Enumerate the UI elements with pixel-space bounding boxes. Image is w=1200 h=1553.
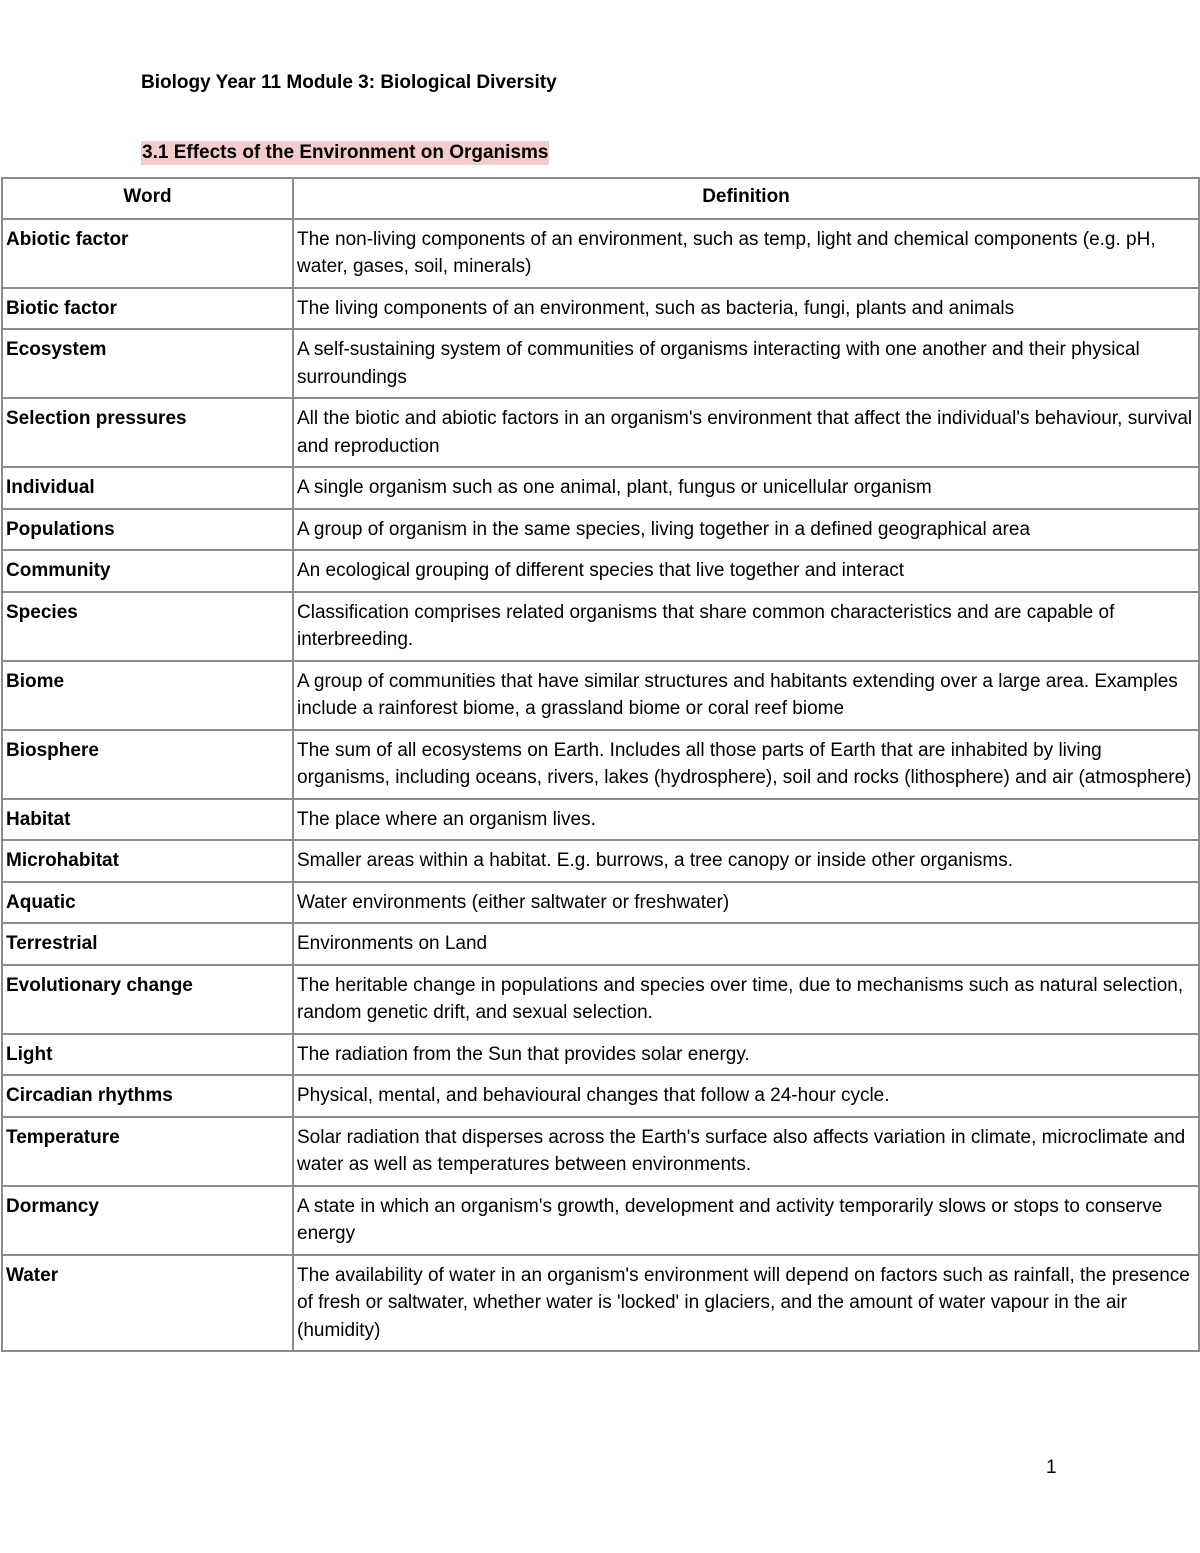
definition-cell: Physical, mental, and behavioural changes that follow a 24-hour cycle. — [293, 1075, 1199, 1117]
term-cell: Habitat — [2, 799, 293, 841]
page-number: 1 — [1046, 1457, 1057, 1478]
definition-cell: The heritable change in populations and species over time, due to mechanisms such as natural selection, random genetic drift, and sexual selection. — [293, 965, 1199, 1034]
term-cell: Circadian rhythms — [2, 1075, 293, 1117]
definition-cell: Environments on Land — [293, 923, 1199, 965]
term-cell: Individual — [2, 467, 293, 509]
term-cell: Terrestrial — [2, 923, 293, 965]
term-cell: Biome — [2, 661, 293, 730]
term-cell: Selection pressures — [2, 398, 293, 467]
table-row — [2, 509, 1199, 551]
definition-cell: A single organism such as one animal, plant, fungus or unicellular organism — [293, 467, 1199, 509]
definition-cell: Solar radiation that disperses across the Earth's surface also affects variation in climate, microclimate and water as well as temperatures between environments. — [293, 1117, 1199, 1186]
term-cell: Microhabitat — [2, 840, 293, 882]
definition-cell: The place where an organism lives. — [293, 799, 1199, 841]
table-row — [2, 661, 1199, 730]
term-cell: Species — [2, 592, 293, 661]
table-row — [2, 1075, 1199, 1117]
table-row — [2, 329, 1199, 398]
table-row — [2, 799, 1199, 841]
term-cell: Biosphere — [2, 730, 293, 799]
definition-cell: The non-living components of an environment, such as temp, light and chemical components (e.g. pH, water, gases, soil, minerals) — [293, 219, 1199, 288]
table-row — [2, 550, 1199, 592]
definition-cell: A group of communities that have similar structures and habitants extending over a large area. Examples include a rainforest biome, a grassland biome or coral reef biome — [293, 661, 1199, 730]
definition-cell: Smaller areas within a habitat. E.g. burrows, a tree canopy or inside other organisms. — [293, 840, 1199, 882]
section-heading: 3.1 Effects of the Environment on Organisms — [142, 142, 549, 163]
table-row — [2, 1186, 1199, 1255]
vocabulary-table — [1, 177, 1200, 1352]
table-row — [2, 592, 1199, 661]
term-cell: Biotic factor — [2, 288, 293, 330]
table-row — [2, 840, 1199, 882]
definition-cell: A group of organism in the same species, living together in a defined geographical area — [293, 509, 1199, 551]
definition-cell: Water environments (either saltwater or freshwater) — [293, 882, 1199, 924]
table-row — [2, 1255, 1199, 1352]
term-cell: Temperature — [2, 1117, 293, 1186]
table-header-row — [2, 178, 1199, 219]
definition-cell: All the biotic and abiotic factors in an organism's environment that affect the individual's behaviour, survival and reproduction — [293, 398, 1199, 467]
table-row — [2, 1117, 1199, 1186]
table-body — [2, 219, 1199, 1352]
term-cell: Evolutionary change — [2, 965, 293, 1034]
table-row — [2, 219, 1199, 288]
term-cell: Ecosystem — [2, 329, 293, 398]
definition-cell: The availability of water in an organism's environment will depend on factors such as rainfall, the presence of fresh or saltwater, whether water is 'locked' in glaciers, and the amount of water vapour in the air (humidity) — [293, 1255, 1199, 1352]
term-cell: Populations — [2, 509, 293, 551]
term-cell: Dormancy — [2, 1186, 293, 1255]
table-row — [2, 1034, 1199, 1076]
term-cell: Abiotic factor — [2, 219, 293, 288]
definition-cell: Classification comprises related organisms that share common characteristics and are capable of interbreeding. — [293, 592, 1199, 661]
term-cell: Community — [2, 550, 293, 592]
definition-cell: A self-sustaining system of communities of organisms interacting with one another and their physical surroundings — [293, 329, 1199, 398]
definition-cell: A state in which an organism's growth, development and activity temporarily slows or stops to conserve energy — [293, 1186, 1199, 1255]
term-cell: Water — [2, 1255, 293, 1352]
column-header-definition: Definition — [293, 178, 1199, 219]
table-row — [2, 288, 1199, 330]
definition-cell: The living components of an environment, such as bacteria, fungi, plants and animals — [293, 288, 1199, 330]
definition-cell: The radiation from the Sun that provides solar energy. — [293, 1034, 1199, 1076]
document-title: Biology Year 11 Module 3: Biological Diversity — [141, 72, 557, 93]
table-row — [2, 882, 1199, 924]
term-cell: Light — [2, 1034, 293, 1076]
table-row — [2, 965, 1199, 1034]
table-row — [2, 923, 1199, 965]
table-row — [2, 467, 1199, 509]
definition-cell: An ecological grouping of different species that live together and interact — [293, 550, 1199, 592]
table-row — [2, 398, 1199, 467]
definition-cell: The sum of all ecosystems on Earth. Includes all those parts of Earth that are inhabited by living organisms, including oceans, rivers, lakes (hydrosphere), soil and rocks (lithosphere) and air (atmosphere) — [293, 730, 1199, 799]
term-cell: Aquatic — [2, 882, 293, 924]
table-row — [2, 730, 1199, 799]
column-header-word: Word — [2, 178, 293, 219]
